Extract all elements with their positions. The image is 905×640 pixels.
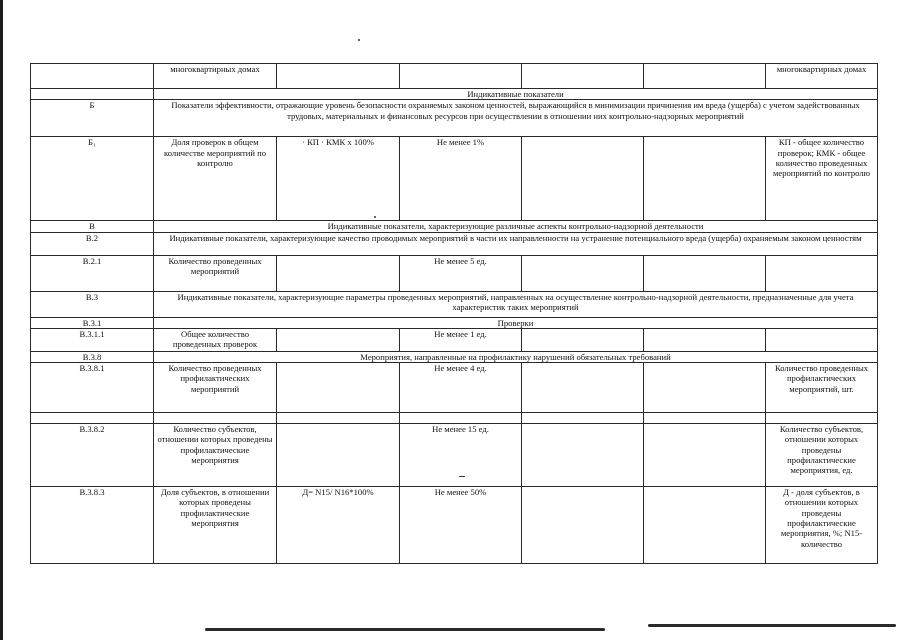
comment-cell: [766, 413, 878, 424]
empty-cell: [644, 363, 766, 413]
formula-cell: [277, 363, 400, 413]
row-code-cell: В.3.8.2: [31, 424, 154, 487]
indicator-name-cell: Количество проведенных профилактических мероприятий: [154, 363, 277, 413]
target-value-cell: Не менее 15 ед.: [400, 424, 522, 487]
indicator-name-cell: Доля проверок в общем количестве мероприятий по контролю: [154, 137, 277, 221]
section-row: [31, 221, 878, 232]
row-code-cell: В.3.8.1: [31, 363, 154, 413]
section-title-cell: Проверки: [154, 317, 878, 328]
target-value-cell: [400, 64, 522, 89]
empty-cell: [522, 255, 644, 291]
section-row: [31, 100, 878, 137]
empty-cell: [522, 487, 644, 564]
target-value-cell: [400, 413, 522, 424]
section-row: [31, 232, 878, 255]
row-code-cell: Б₁: [31, 137, 154, 221]
row-code-cell: В.3: [31, 291, 154, 317]
empty-cell: [522, 413, 644, 424]
section-row: [31, 291, 878, 317]
empty-cell: [644, 328, 766, 351]
section-title-cell: Индикативные показатели, характеризующие качество проводимых мероприятий в части их направленности на устранение потенциального вреда (ущерба) охраняемым законом ценностям: [154, 232, 878, 255]
table-row: [31, 64, 878, 89]
target-value-cell: Не менее 50%: [400, 487, 522, 564]
indicator-name-cell: [154, 413, 277, 424]
row-code-cell: В.3.8: [31, 351, 154, 362]
formula-cell: [277, 424, 400, 487]
comment-cell: Д - доля субъектов, в отношении которых проведены профилактические мероприятия, %; N15- количество: [766, 487, 878, 564]
signature-line: [648, 624, 896, 627]
empty-cell: [644, 137, 766, 221]
section-title-cell: Индикативные показатели, характеризующие параметры проведенных мероприятий, направленных на осуществление контрольно-надзорной деятельности, предназначенные для учета характеристик таких мероприятий: [154, 291, 878, 317]
table-row: [31, 413, 878, 424]
indicator-name-cell: Количество проведенных мероприятий: [154, 255, 277, 291]
scan-left-edge: [0, 0, 3, 640]
formula-cell: · КП · КМК х 100%: [277, 137, 400, 221]
empty-cell: [644, 424, 766, 487]
row-code-cell: В: [31, 221, 154, 232]
section-title-cell: Показатели эффективности, отражающие уровень безопасности охраняемых законом ценностей, выражающийся в минимизации причинения им вреда (ущерба) с учетом задействованных трудовых, материальных и финансовых ресурсов при осуществлении в отношении них контрольно-надзорных мероприятий: [154, 100, 878, 137]
formula-cell: [277, 255, 400, 291]
section-row: [31, 89, 878, 100]
row-code-cell: [31, 89, 154, 100]
row-code-cell: Б: [31, 100, 154, 137]
empty-cell: [644, 64, 766, 89]
comment-cell: Количество проведенных профилактических мероприятий, шт.: [766, 363, 878, 413]
table-row: [31, 487, 878, 564]
section-title-cell: Мероприятия, направленные на профилактику нарушений обязательных требований: [154, 351, 878, 362]
table-row: [31, 424, 878, 487]
empty-cell: [644, 413, 766, 424]
target-value-cell: Не менее 5 ед.: [400, 255, 522, 291]
row-code-cell: В.3.1.1: [31, 328, 154, 351]
formula-cell: [277, 64, 400, 89]
row-code-cell: В.3.8.3: [31, 487, 154, 564]
comment-cell: многоквартирных домах: [766, 64, 878, 89]
comment-cell: КП - общее количество проверок; КМК - общее количество проведенных мероприятий по контролю: [766, 137, 878, 221]
section-title-cell: Индикативные показатели, характеризующие различные аспекты контрольно-надзорной деятельности: [154, 221, 878, 232]
empty-cell: [522, 137, 644, 221]
table-row: [31, 363, 878, 413]
section-row: [31, 351, 878, 362]
table-row: [31, 137, 878, 221]
indicators-table: [30, 63, 878, 564]
target-value-cell: Не менее 1%: [400, 137, 522, 221]
empty-cell: [644, 255, 766, 291]
empty-cell: [522, 424, 644, 487]
target-value-cell: Не менее 1 ед.: [400, 328, 522, 351]
formula-cell: [277, 328, 400, 351]
indicator-name-cell: Доля субъектов, в отношении которых проведены профилактические мероприятия: [154, 487, 277, 564]
row-code-cell: В.3.1: [31, 317, 154, 328]
row-code-cell: В.2.1: [31, 255, 154, 291]
comment-cell: [766, 255, 878, 291]
table-row: [31, 328, 878, 351]
formula-cell: [277, 413, 400, 424]
indicator-name-cell: Общее количество проведенных проверок: [154, 328, 277, 351]
signature-line: [205, 628, 605, 631]
row-code-cell: В.2: [31, 232, 154, 255]
formula-cell: Д= N15/ N16*100%: [277, 487, 400, 564]
section-title-cell: Индикативные показатели: [154, 89, 878, 100]
comment-cell: [766, 328, 878, 351]
section-row: [31, 317, 878, 328]
target-value-cell: Не менее 4 ед.: [400, 363, 522, 413]
scan-speck: [358, 39, 360, 41]
table-row: [31, 255, 878, 291]
comment-cell: Количество субъектов, отношении которых проведены профилактические мероприятия, ед.: [766, 424, 878, 487]
indicator-name-cell: Количество субъектов, отношении которых проведены профилактические мероприятия: [154, 424, 277, 487]
row-code-cell: [31, 413, 154, 424]
indicator-name-cell: многоквартирных домах: [154, 64, 277, 89]
empty-cell: [522, 64, 644, 89]
empty-cell: [522, 363, 644, 413]
empty-cell: [522, 328, 644, 351]
empty-cell: [644, 487, 766, 564]
row-code-cell: [31, 64, 154, 89]
